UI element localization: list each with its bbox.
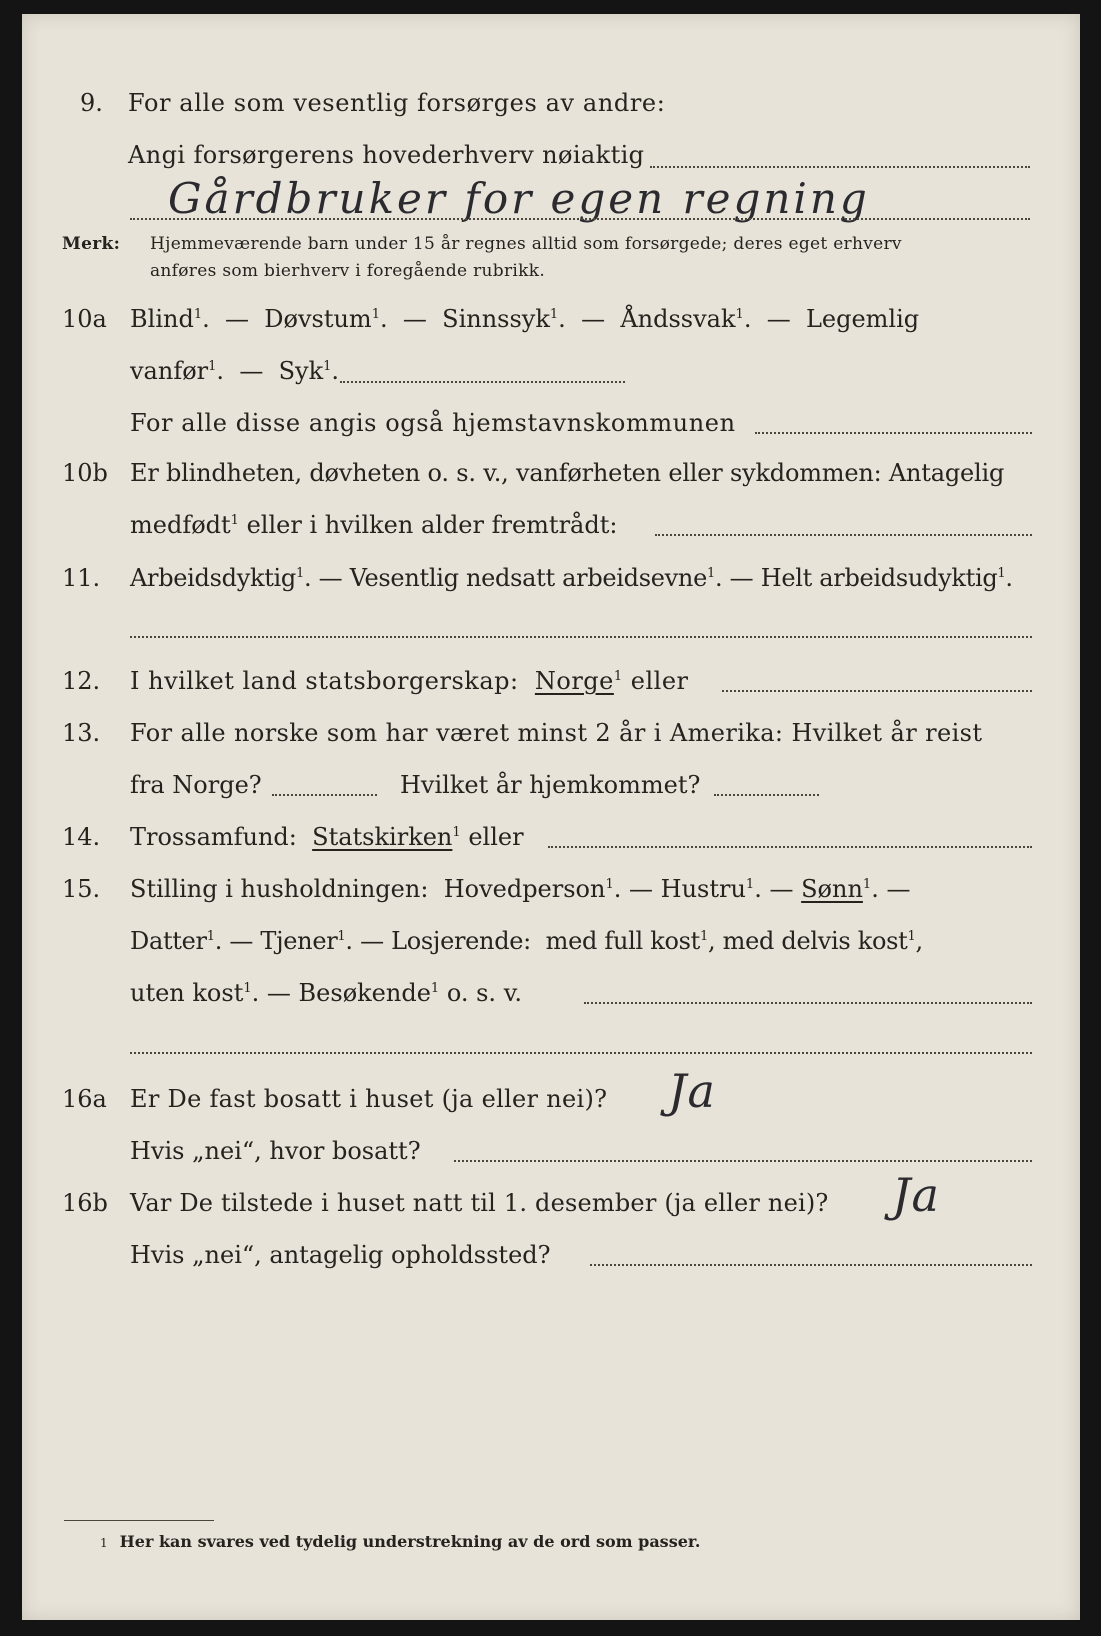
q14-number: 14. <box>62 823 101 851</box>
q16b-answer-line <box>590 1264 1032 1266</box>
q15-sonn-underlined: Sønn <box>801 875 863 903</box>
q15-line1: Stilling i husholdningen: Hovedperson$^1$. — Hustru$^1$. — Sønn$^1$. — <box>130 875 911 903</box>
footnote-text: Her kan svares ved tydelig understrekning av de ord som passer. <box>119 1532 701 1551</box>
q14-line: Trossamfund: Statskirken$^1$ eller <box>130 823 524 851</box>
q9-number: 9. <box>80 89 103 117</box>
q13-hjemkommet-line <box>714 794 819 796</box>
q9-answer-line-2 <box>130 218 1030 220</box>
q10b-answer-line <box>655 534 1032 536</box>
q14-answer-line <box>548 846 1032 848</box>
q14-statskirken-underlined: Statskirken <box>312 823 453 851</box>
q16b-handwritten-answer: Ja <box>892 1168 940 1222</box>
q16a-handwritten-answer: Ja <box>668 1064 716 1118</box>
q10a-number: 10a <box>62 305 107 333</box>
q10b-line2: medfødt$^1$ eller i hvilken alder fremtrådt: <box>130 511 618 539</box>
q13-reist-line <box>272 794 377 796</box>
merk-line1: Hjemmeværende barn under 15 år regnes alltid som forsørgede; deres eget erhverv <box>150 234 902 254</box>
q10a-line2: vanfør$^1$. — Syk$^1$. <box>130 357 340 385</box>
q16b-line2: Hvis „nei“, antagelig opholdssted? <box>130 1241 551 1269</box>
q13-line2a: fra Norge? <box>130 771 262 799</box>
q10b-number: 10b <box>62 459 108 487</box>
q15-line2: Datter$^1$. — Tjener$^1$. — Losjerende: med full kost$^1$, med delvis kost$^1$, <box>130 927 923 955</box>
q13-number: 13. <box>62 719 101 747</box>
q11-answer-line <box>130 636 1032 638</box>
q11-number: 11. <box>62 564 101 592</box>
merk-label: Merk: <box>62 234 121 254</box>
q15-line3: uten kost$^1$. — Besøkende$^1$ o. s. v. <box>130 979 523 1007</box>
q10a-line1: Blind$^1$. — Døvstum$^1$. — Sinnssyk$^1$. — Åndssvak$^1$. — Legemlig <box>130 305 920 333</box>
q15-answer-line <box>584 1002 1032 1004</box>
q9-handwritten-answer: Gårdbruker for egen regning <box>168 174 870 223</box>
q16a-answer-line <box>454 1160 1032 1162</box>
merk-line2: anføres som bierhverv i foregående rubrikk. <box>150 261 546 281</box>
q10a-line3: For alle disse angis også hjemstavnskommunen <box>130 409 736 437</box>
q10a-syk-line <box>340 381 625 383</box>
q15-number: 15. <box>62 875 101 903</box>
q16a-line1: Er De fast bosatt i huset (ja eller nei)? <box>130 1085 608 1113</box>
q10b-line1: Er blindheten, døvheten o. s. v., vanførheten eller sykdommen: Antagelig <box>130 459 1005 487</box>
q13-line2b: Hvilket år hjemkommet? <box>400 771 701 799</box>
q12-line: I hvilket land statsborgerskap: Norge$^1$ eller <box>130 667 689 695</box>
footnote-mark: 1 <box>100 1536 108 1550</box>
q9-answer-line <box>650 166 1030 168</box>
q16a-line2: Hvis „nei“, hvor bosatt? <box>130 1137 421 1165</box>
q12-norge-underlined: Norge <box>534 667 614 695</box>
q16b-line1: Var De tilstede i huset natt til 1. desember (ja eller nei)? <box>130 1189 829 1217</box>
q13-line1: For alle norske som har været minst 2 år i Amerika: Hvilket år reist <box>130 719 983 747</box>
q9-line1: For alle som vesentlig forsørges av andre: <box>128 89 666 117</box>
footnote-rule <box>64 1520 214 1521</box>
q12-answer-line <box>722 690 1032 692</box>
footnote <box>100 1532 700 1551</box>
q16a-number: 16a <box>62 1085 107 1113</box>
q9-line2: Angi forsørgerens hovederhverv nøiaktig <box>128 141 645 169</box>
q15-answer-line-2 <box>130 1052 1032 1054</box>
q11-line1: Arbeidsdyktig$^1$. — Vesentlig nedsatt arbeidsevne$^1$. — Helt arbeidsudyktig$^1$. <box>130 564 1013 592</box>
q12-number: 12. <box>62 667 101 695</box>
q16b-number: 16b <box>62 1189 108 1217</box>
q10a-kommune-line <box>755 432 1032 434</box>
